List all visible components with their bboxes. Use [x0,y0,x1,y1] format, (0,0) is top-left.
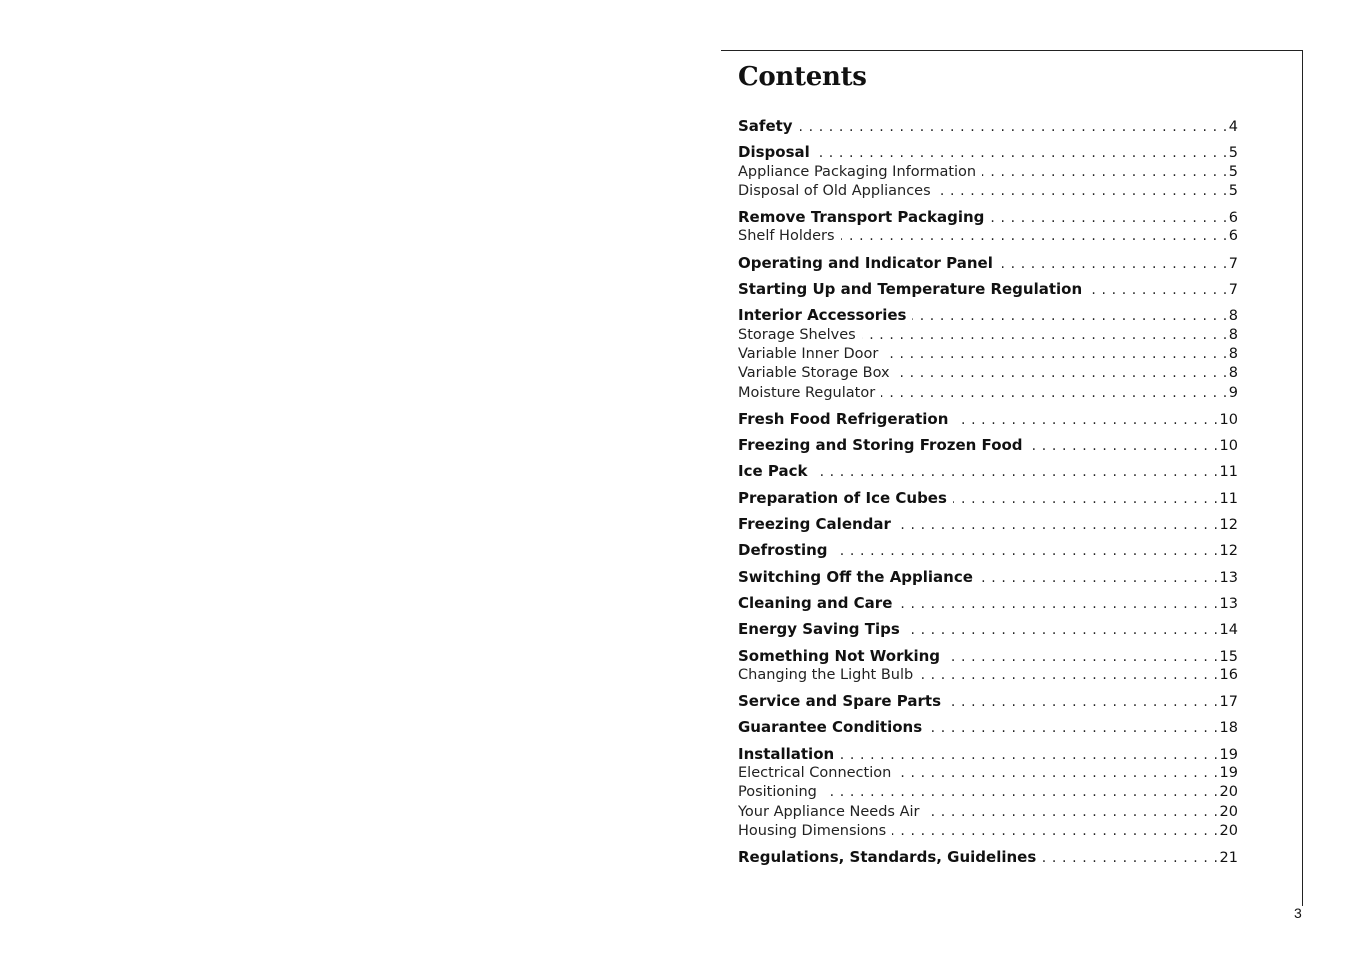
toc-section [738,647,1238,686]
toc-subentry[interactable] [738,163,1238,182]
toc-section [738,462,1238,481]
toc-subentry[interactable] [738,666,1238,685]
toc-entry-page: 6 [1228,210,1238,227]
toc-entry[interactable] [738,718,1238,737]
toc-entry-page: 20 [1219,822,1238,839]
toc-entry-page: 10 [1219,411,1238,428]
dot-leader [954,411,1218,430]
toc-entry-label: Fresh Food Refrigeration [738,409,949,428]
toc-entry-label: Switching Off the Appliance [738,567,973,586]
toc-section [738,489,1238,508]
dot-leader [953,490,1219,509]
toc-entry-label: Freezing Calendar [738,515,891,534]
toc-entry-label: Ice Pack [738,462,808,481]
toc-entry-page: 13 [1219,569,1238,586]
toc-entry-page: 16 [1219,666,1238,683]
dot-leader [862,326,1228,345]
dot-leader [928,719,1218,738]
toc-section [738,541,1238,560]
toc-entry[interactable] [738,462,1238,481]
toc-section [738,692,1238,711]
toc-entry-label: Disposal [738,143,810,162]
dot-leader [799,118,1228,137]
toc-entry-page: 6 [1228,228,1238,245]
toc-subentry[interactable] [738,822,1238,841]
toc-entry-label: Appliance Packaging Information [738,163,977,180]
toc-entry-label: Preparation of Ice Cubes [738,488,947,507]
toc-entry[interactable] [738,436,1238,455]
toc-entry-label: Moisture Regulator [738,384,876,401]
toc-entry[interactable] [738,620,1238,639]
toc-section [738,848,1238,867]
toc-subentry[interactable] [738,182,1238,201]
toc-entry-label: Your Appliance Needs Air [738,803,920,820]
dot-leader [1029,437,1219,456]
toc-subentry[interactable] [738,783,1238,802]
toc-section [738,745,1238,841]
dot-leader [946,648,1219,667]
toc-entry[interactable] [738,848,1238,867]
page-number: 3 [1294,905,1302,921]
toc-subentry[interactable] [738,345,1238,364]
toc-entry-label: Interior Accessories [738,306,907,325]
toc-entry-label: Shelf Holders [738,228,835,245]
toc-subentry[interactable] [738,803,1238,822]
toc-entry-page: 5 [1228,145,1238,162]
toc-entry-label: Variable Storage Box [738,365,890,382]
dot-leader [1042,849,1218,868]
toc-entry-page: 18 [1219,720,1238,737]
dot-leader [897,764,1218,783]
dot-leader [1088,281,1228,300]
toc-section [738,620,1238,639]
toc-entry-page: 19 [1219,746,1238,763]
toc-entry-label: Electrical Connection [738,765,892,782]
toc-entry[interactable] [738,594,1238,613]
dot-leader [823,783,1219,802]
toc-entry-page: 20 [1219,784,1238,801]
toc-subentry[interactable] [738,764,1238,783]
toc-entry[interactable] [738,647,1238,666]
right-rule [1302,50,1303,906]
toc-entry[interactable] [738,745,1238,764]
dot-leader [926,803,1219,822]
dot-leader [816,144,1228,163]
toc-entry-page: 14 [1219,622,1238,639]
toc-entry-label: Variable Inner Door [738,345,879,362]
toc-entry-label: Installation [738,744,835,763]
toc-entry[interactable] [738,410,1238,429]
dot-leader [841,227,1228,246]
toc-entry-label: Starting Up and Temperature Regulation [738,280,1083,299]
toc-section [738,143,1238,201]
dot-leader [813,463,1218,482]
dot-leader [982,163,1228,182]
toc-section [738,568,1238,587]
toc-entry-page: 21 [1219,850,1238,867]
dot-leader [912,307,1227,326]
toc-entry[interactable] [738,568,1238,587]
toc-section [738,306,1238,402]
toc-entry-page: 8 [1228,345,1238,362]
toc-entry-page: 11 [1219,464,1238,481]
toc-entry-page: 5 [1228,163,1238,180]
toc-entry[interactable] [738,280,1238,299]
toc-section [738,436,1238,455]
dot-leader [999,255,1228,274]
toc-entry[interactable] [738,489,1238,508]
toc-entry-page: 13 [1219,595,1238,612]
dot-leader [990,209,1227,228]
dot-leader [881,384,1228,403]
toc-subentry[interactable] [738,227,1238,246]
toc-entry-label: Cleaning and Care [738,593,893,612]
toc-section [738,594,1238,613]
dot-leader [884,345,1227,364]
toc-entry[interactable] [738,143,1238,162]
dot-leader [897,516,1219,535]
toc-entry-label: Housing Dimensions [738,822,887,839]
toc-entry-page: 11 [1219,490,1238,507]
toc-entry-page: 15 [1219,648,1238,665]
toc-entry-label: Energy Saving Tips [738,620,900,639]
toc-entry-label: Regulations, Standards, Guidelines [738,848,1037,867]
dot-leader [896,364,1228,383]
toc-entry-page: 9 [1228,384,1238,401]
toc-entry-page: 5 [1228,182,1238,199]
toc-entry[interactable] [738,117,1238,136]
toc-entry[interactable] [738,515,1238,534]
toc-section [738,280,1238,299]
toc-section [738,117,1238,136]
toc-subentry[interactable] [738,384,1238,403]
dot-leader [906,621,1219,640]
dot-leader [834,542,1219,561]
toc-entry-label: Something Not Working [738,646,941,665]
table-of-contents [738,117,1238,875]
page-title: Contents [738,62,867,92]
toc-section [738,515,1238,534]
toc-entry-page: 12 [1219,517,1238,534]
toc-section [738,718,1238,737]
toc-entry-label: Positioning [738,784,817,801]
toc-entry-label: Storage Shelves [738,326,856,343]
dot-leader [979,569,1219,588]
toc-entry-label: Disposal of Old Appliances [738,182,931,199]
toc-entry-label: Operating and Indicator Panel [738,253,993,272]
toc-entry-page: 8 [1228,326,1238,343]
toc-entry-page: 20 [1219,803,1238,820]
toc-entry-label: Freezing and Storing Frozen Food [738,436,1023,455]
toc-entry-label: Guarantee Conditions [738,718,923,737]
toc-entry-label: Remove Transport Packaging [738,208,985,227]
toc-entry-label: Defrosting [738,541,828,560]
dot-leader [898,595,1218,614]
dot-leader [947,693,1219,712]
toc-section [738,410,1238,429]
toc-subentry[interactable] [738,326,1238,345]
toc-entry-page: 8 [1228,365,1238,382]
toc-entry-page: 4 [1228,119,1238,135]
toc-subentry[interactable] [738,364,1238,383]
toc-section [738,208,1238,247]
toc-entry[interactable] [738,692,1238,711]
toc-entry-page: 10 [1219,438,1238,455]
toc-entry-label: Service and Spare Parts [738,692,942,711]
dot-leader [919,666,1218,685]
toc-entry-page: 7 [1228,282,1238,299]
dot-leader [840,746,1218,765]
toc-entry[interactable] [738,254,1238,273]
toc-entry-page: 17 [1219,694,1238,711]
top-rule [721,50,1303,51]
dot-leader [937,182,1228,201]
toc-entry-page: 19 [1219,765,1238,782]
toc-entry-page: 7 [1228,255,1238,272]
toc-entry-page: 12 [1219,543,1238,560]
toc-entry[interactable] [738,541,1238,560]
toc-entry[interactable] [738,306,1238,325]
toc-entry-label: Safety [738,117,793,135]
toc-entry-label: Changing the Light Bulb [738,666,914,683]
toc-section [738,254,1238,273]
toc-entry[interactable] [738,208,1238,227]
dot-leader [892,822,1218,841]
toc-entry-page: 8 [1228,308,1238,325]
